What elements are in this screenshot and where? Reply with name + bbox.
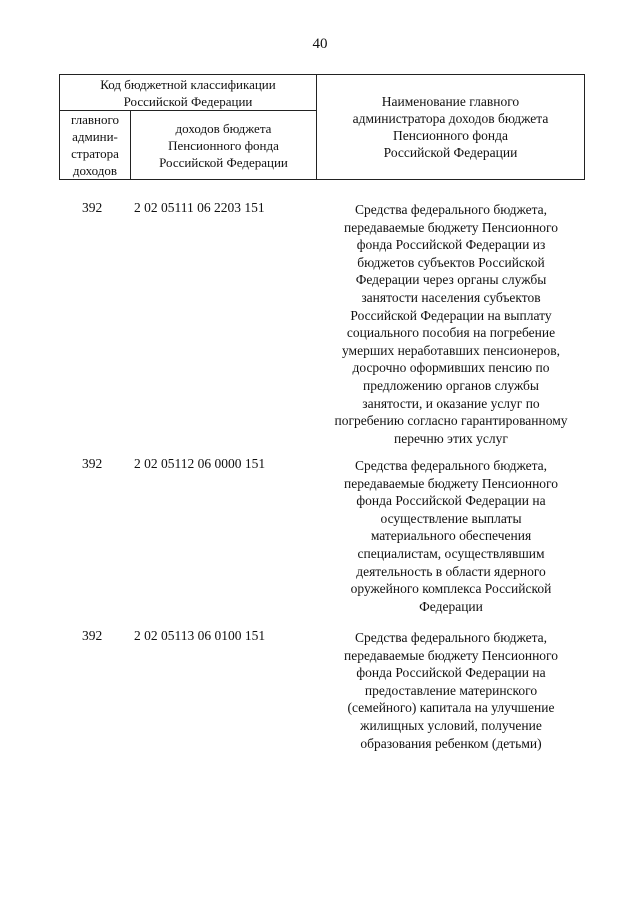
header-name-line: администратора доходов бюджета bbox=[352, 111, 549, 126]
revenue-code: 2 02 05113 06 0100 151 bbox=[134, 628, 266, 643]
admin-code: 392 bbox=[82, 200, 103, 215]
header-kbk-line: Код бюджетной классификации bbox=[100, 76, 276, 92]
header-admin-line: главного bbox=[70, 112, 120, 127]
header-kbk-line: Российской Федерации bbox=[123, 93, 253, 109]
revenue-name bbox=[316, 201, 586, 447]
revenue-name-line: погребению согласно гарантированному bbox=[334, 413, 568, 429]
revenue-name-line: специалистам, осуществлявшим bbox=[357, 545, 545, 561]
revenue-name bbox=[316, 457, 586, 615]
revenue-name-line: перечню этих услуг bbox=[394, 430, 508, 446]
revenue-name-line: передаваемые бюджету Пенсионного bbox=[343, 647, 558, 663]
revenue-name-line: умерших неработавших пенсионеров, bbox=[341, 342, 561, 358]
revenue-name-line: предложению органов службы bbox=[362, 377, 539, 393]
revenue-name-line: Федерации через органы службы bbox=[355, 272, 547, 288]
revenue-name-line: материального обеспечения bbox=[370, 528, 532, 544]
revenue-name-line: предоставление материнского bbox=[364, 682, 538, 698]
revenue-name-line: фонда Российской Федерации на bbox=[356, 493, 546, 509]
revenue-name-line: социального пособия на погребение bbox=[346, 325, 556, 341]
revenue-name-line: фонда Российской Федерации на bbox=[356, 665, 546, 681]
revenue-name-line: образования ребенком (детьми) bbox=[360, 735, 542, 751]
header-name-line: Пенсионного фонда bbox=[392, 128, 509, 143]
revenue-name-line: Средства федерального бюджета, bbox=[354, 630, 548, 645]
revenue-name-line: (семейного) капитала на улучшение bbox=[347, 700, 555, 716]
admin-code: 392 bbox=[82, 456, 103, 471]
revenue-name-line: занятости населения субъектов bbox=[361, 289, 541, 305]
revenue-code: 2 02 05111 06 2203 151 bbox=[134, 200, 265, 215]
revenue-name-line: бюджетов субъектов Российской bbox=[357, 254, 545, 270]
admin-code: 392 bbox=[82, 628, 103, 643]
header-admin-line: админи- bbox=[72, 129, 118, 144]
header-name-line: Наименование главного bbox=[381, 94, 520, 109]
revenue-name-line: Средства федерального бюджета, bbox=[354, 202, 548, 217]
revenue-name-line: занятости, и оказание услуг по bbox=[362, 395, 540, 411]
revenue-name-line: фонда Российской Федерации из bbox=[356, 237, 546, 253]
header-revenue-line: доходов бюджета bbox=[175, 120, 272, 136]
page-number: 40 bbox=[312, 36, 328, 52]
revenue-name-line: Федерации bbox=[419, 598, 483, 614]
header-revenue-line: Российской Федерации bbox=[159, 154, 288, 170]
header-revenue-code bbox=[130, 110, 317, 180]
revenue-name-line: оружейного комплекса Российской bbox=[350, 581, 552, 597]
revenue-name-line: Российской Федерации на выплату bbox=[350, 307, 552, 323]
revenue-name-line: передаваемые бюджету Пенсионного bbox=[343, 475, 558, 491]
header-revenue-line: Пенсионного фонда bbox=[168, 137, 279, 153]
revenue-code: 2 02 05112 06 0000 151 bbox=[134, 456, 266, 471]
revenue-name-line: осуществление выплаты bbox=[380, 510, 522, 526]
header-kbk-group bbox=[59, 74, 317, 111]
revenue-name-line: передаваемые бюджету Пенсионного bbox=[343, 219, 558, 235]
header-admin-line: стратора bbox=[71, 146, 119, 161]
revenue-name-line: Средства федерального бюджета, bbox=[354, 458, 548, 473]
header-admin-line: доходов bbox=[72, 163, 118, 178]
header-admin-code bbox=[59, 110, 131, 180]
revenue-name-line: досрочно оформивших пенсию по bbox=[352, 360, 550, 376]
revenue-name-line: жилищных условий, получение bbox=[360, 717, 542, 733]
header-name bbox=[316, 74, 585, 180]
revenue-name-line: деятельность в области ядерного bbox=[356, 563, 546, 579]
revenue-name bbox=[316, 629, 586, 752]
header-name-line: Российской Федерации bbox=[383, 145, 518, 160]
